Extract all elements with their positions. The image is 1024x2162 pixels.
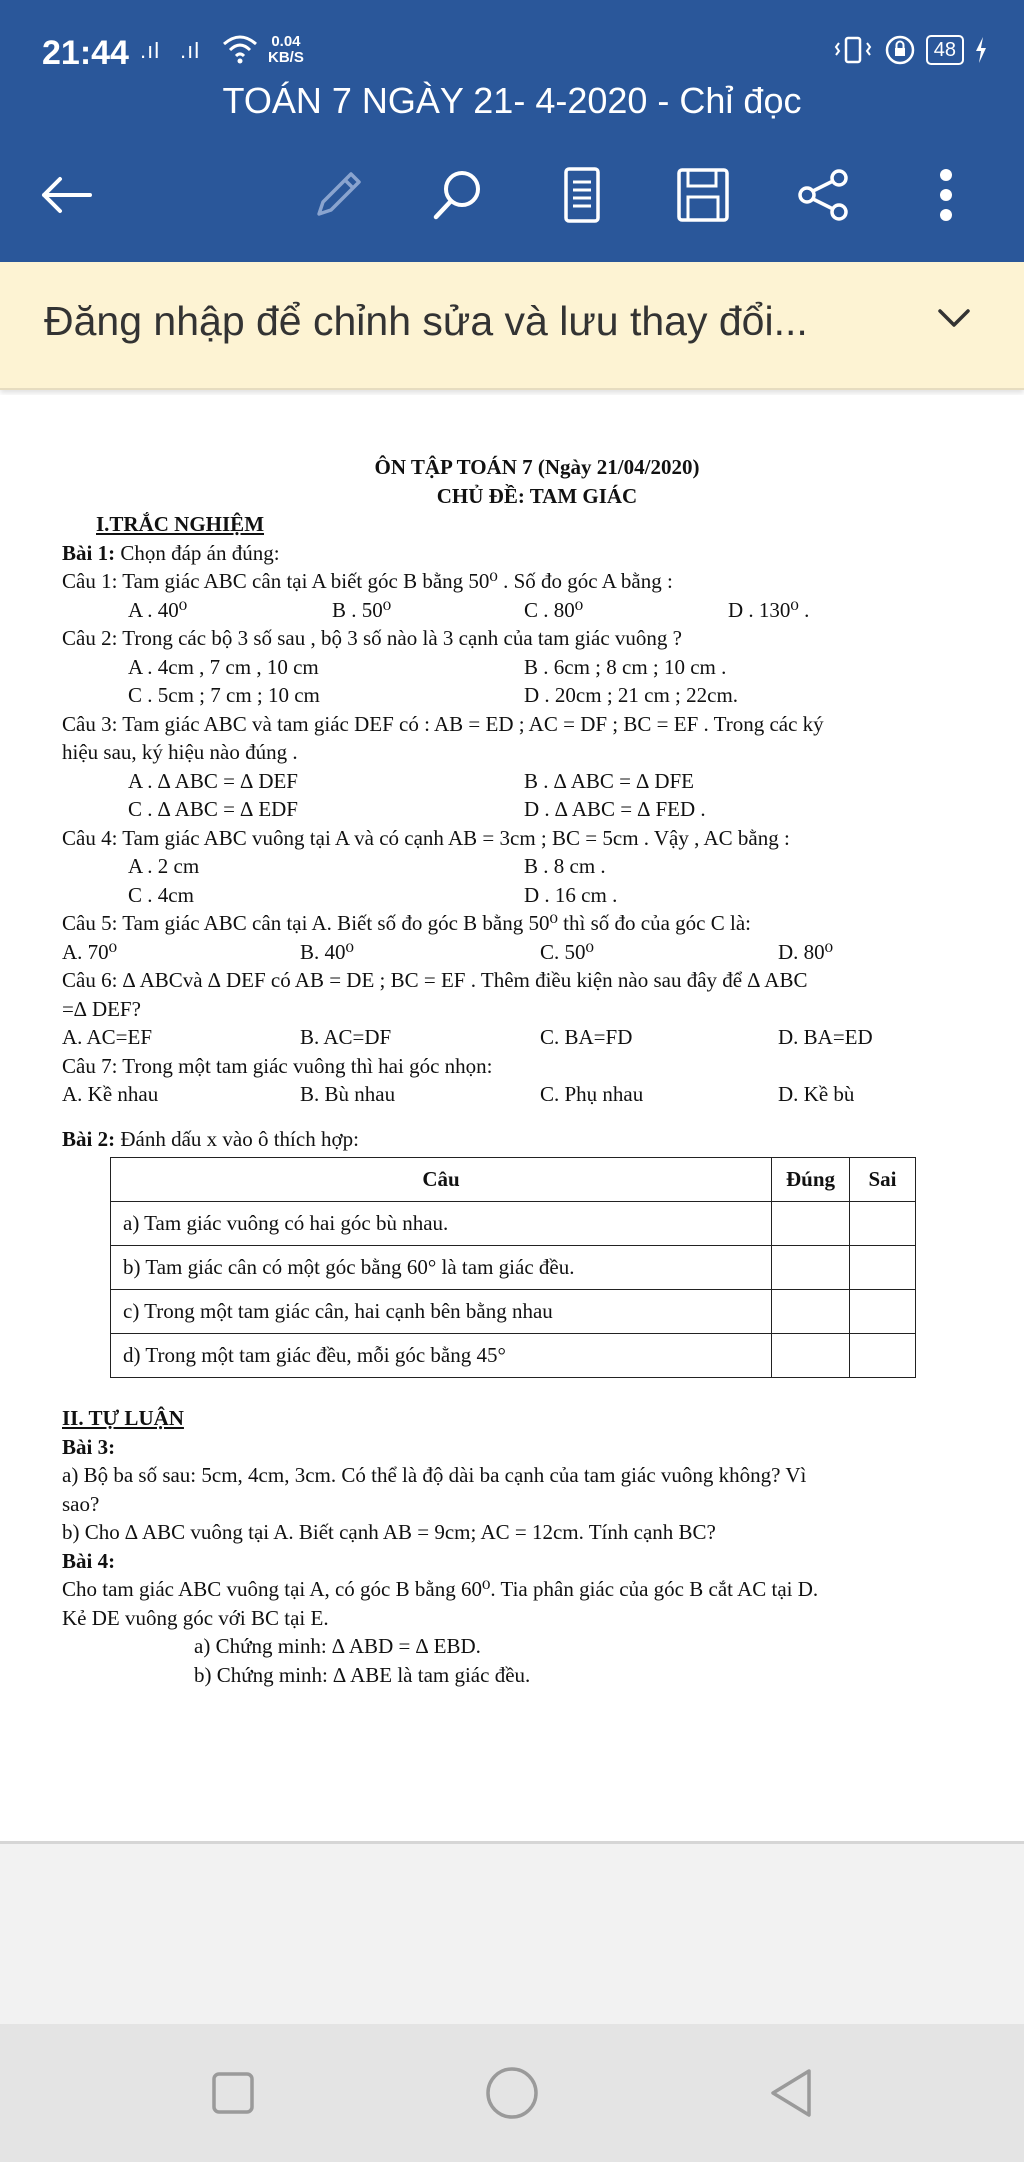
recents-icon[interactable] (198, 2058, 268, 2128)
table-cell: a) Tam giác vuông có hai góc bù nhau. (111, 1202, 772, 1246)
signal-icon-1: .ıl (140, 38, 161, 63)
option: A . 40⁰ (128, 597, 188, 622)
bai3-a-cont: sao? (62, 1491, 100, 1516)
question-2: Câu 2: Trong các bộ 3 số sau , bộ 3 số nào là 3 cạnh của tam giác vuông ? (62, 626, 682, 650)
table-cell: b) Tam giác cân có một góc bằng 60° là tam giác đều. (111, 1246, 772, 1290)
bai4-label: Bài 4: (62, 1548, 116, 1573)
bai4-b: b) Chứng minh: ∆ ABE là tam giác đều. (194, 1662, 531, 1687)
table-cell-empty (850, 1202, 916, 1246)
q4-options-row2 (62, 881, 1012, 910)
bai1 (62, 539, 1012, 568)
table-cell: c) Trong một tam giác cân, hai cạnh bên bằng nhau (111, 1290, 772, 1334)
table-cell-empty (772, 1334, 850, 1378)
col-header: Câu (111, 1158, 772, 1202)
table-cell-empty (850, 1246, 916, 1290)
speed-unit: KB/S (268, 49, 304, 66)
option: C. Phụ nhau (540, 1082, 644, 1106)
table-cell-empty (850, 1334, 916, 1378)
rotation-lock-icon (884, 34, 916, 66)
table-header-row (111, 1158, 916, 1202)
option: A. Kề nhau (62, 1082, 159, 1106)
question-1: Câu 1: Tam giác ABC cân tại A biết góc B bằng 50⁰ . Số đo góc A bằng : (62, 569, 673, 593)
question-4: Câu 4: Tam giác ABC vuông tại A và có cạnh AB = 3cm ; BC = 5cm . Vậy , AC bằng : (62, 825, 790, 850)
question-7: Câu 7: Trong một tam giác vuông thì hai góc nhọn: (62, 1053, 493, 1078)
option: B. Bù nhau (300, 1082, 396, 1106)
question-6: Câu 6: ∆ ABCvà ∆ DEF có AB = DE ; BC = EF . Thêm điều kiện nào sau đây để ∆ ABC (62, 968, 808, 992)
option: C . 80⁰ (524, 597, 584, 622)
option: D . 20cm ; 21 cm ; 22cm. (524, 683, 739, 707)
option: B . 6cm ; 8 cm ; 10 cm . (524, 654, 727, 679)
q3-options-row1 (62, 767, 1012, 796)
col-header: Sai (850, 1158, 916, 1202)
document-body (62, 453, 1012, 1689)
bai2 (62, 1125, 1012, 1154)
q4-options-row1 (62, 852, 1012, 881)
doc-subheading: CHỦ ĐỀ: TAM GIÁC (436, 483, 638, 508)
system-nav-bar (0, 2024, 1024, 2162)
question-3: Câu 3: Tam giác ABC và tam giác DEF có : AB = ED ; AC = DF ; BC = EF . Trong các ký (62, 711, 824, 736)
question-3-cont: hiệu sau, ký hiệu nào đúng . (62, 740, 298, 764)
bai3-label: Bài 3: (62, 1434, 116, 1459)
save-icon[interactable] (673, 165, 733, 225)
question-5: Câu 5: Tam giác ABC cân tại A. Biết số đo góc B bằng 50⁰ thì số đo của góc C là: (62, 911, 751, 935)
network-speed (268, 34, 304, 66)
table-row (111, 1334, 916, 1378)
speed-value: 0.04 (271, 33, 301, 50)
option: A. 70⁰ (62, 939, 118, 964)
pencil-icon[interactable] (308, 165, 368, 225)
q2-options-row1 (62, 653, 1012, 682)
home-icon[interactable] (477, 2058, 547, 2128)
option: D. BA=ED (778, 1025, 873, 1049)
document-title: TOÁN 7 NGÀY 21- 4-2020 - Chỉ đọc (222, 80, 802, 121)
true-false-table (110, 1157, 916, 1378)
table-row (111, 1246, 916, 1290)
q1-options (62, 596, 1012, 625)
option: D. 80⁰ (778, 939, 834, 964)
option: C. 50⁰ (540, 939, 594, 964)
option: A . 4cm , 7 cm , 10 cm (128, 654, 319, 679)
chevron-down-icon[interactable] (936, 306, 972, 335)
option: A . 2 cm (128, 854, 200, 878)
table-cell-empty (772, 1246, 850, 1290)
section-heading: II. TỰ LUẬN (62, 1406, 184, 1430)
q6-options (62, 1023, 1012, 1052)
toolbar (0, 155, 1024, 235)
bai1-text: Chọn đáp án đúng: (115, 540, 280, 565)
bai4-text-cont: Kẻ DE vuông góc với BC tại E. (62, 1605, 329, 1630)
bai4-text: Cho tam giác ABC vuông tại A, có góc B bằng 60⁰. Tia phân giác của góc B cắt AC tại D. (62, 1577, 819, 1601)
option: D . ∆ ABC = ∆ FED . (524, 797, 706, 821)
option: A . ∆ ABC = ∆ DEF (128, 768, 298, 793)
q5-options (62, 938, 1012, 967)
document-background (0, 1844, 1024, 2024)
bai2-text: Đánh dấu x vào ô thích hợp: (115, 1126, 359, 1151)
table-cell-empty (772, 1290, 850, 1334)
option: B . 50⁰ (332, 597, 392, 622)
bai3-b: b) Cho ∆ ABC vuông tại A. Biết cạnh AB = 9cm; AC = 12cm. Tính cạnh BC? (62, 1520, 716, 1544)
option: B. AC=DF (300, 1025, 392, 1049)
option: D . 16 cm . (524, 882, 618, 907)
share-icon[interactable] (794, 165, 854, 225)
charging-icon (974, 36, 988, 64)
bai1-label: Bài 1: (62, 540, 116, 565)
option: C. BA=FD (540, 1025, 633, 1049)
q7-options (62, 1080, 1012, 1109)
option: C . 5cm ; 7 cm ; 10 cm (128, 683, 320, 707)
sign-in-banner[interactable] (0, 262, 1024, 390)
back-arrow-icon[interactable] (36, 165, 96, 225)
signal-icon-2: .ıl (180, 38, 201, 63)
doc-heading: ÔN TẬP TOÁN 7 (Ngày 21/04/2020) (374, 455, 700, 479)
q2-options-row2 (62, 681, 1012, 710)
option: B . 8 cm . (524, 854, 606, 878)
status-right (834, 34, 988, 66)
option: D. Kề bù (778, 1082, 855, 1106)
col-header: Đúng (772, 1158, 850, 1202)
table-cell-empty (850, 1290, 916, 1334)
option: C . ∆ ABC = ∆ EDF (128, 797, 298, 821)
bai4-a: a) Chứng minh: ∆ ABD = ∆ EBD. (194, 1634, 481, 1658)
table-row (111, 1290, 916, 1334)
q3-options-row2 (62, 795, 1012, 824)
wifi-icon (222, 34, 258, 64)
section-heading: I.TRẮC NGHIỆM (96, 512, 265, 536)
more-vert-icon[interactable] (916, 165, 976, 225)
vibrate-icon (834, 35, 874, 65)
bai2-label: Bài 2: (62, 1126, 116, 1151)
banner-message: Đăng nhập để chỉnh sửa và lưu thay đổi... (44, 298, 808, 344)
status-time: 21:44 (42, 34, 129, 72)
battery-level: 48 (926, 35, 964, 65)
back-nav-icon[interactable] (756, 2058, 826, 2128)
table-cell-empty (772, 1202, 850, 1246)
option: D . 130⁰ . (728, 597, 810, 622)
bai3-a: a) Bộ ba số sau: 5cm, 4cm, 3cm. Có thể là độ dài ba cạnh của tam giác vuông không? Vì (62, 1463, 807, 1487)
option: B . ∆ ABC = ∆ DFE (524, 768, 694, 793)
table-cell: d) Trong một tam giác đều, mỗi góc bằng 45° (111, 1334, 772, 1378)
question-6-cont: =∆ DEF? (62, 996, 141, 1021)
option: B. 40⁰ (300, 939, 354, 964)
document-page[interactable] (0, 395, 1024, 1843)
app-header (0, 0, 1024, 262)
option: A. AC=EF (62, 1025, 153, 1049)
search-icon[interactable] (428, 165, 488, 225)
option: C . 4cm (128, 882, 194, 907)
table-row (111, 1202, 916, 1246)
reading-view-icon[interactable] (552, 165, 612, 225)
